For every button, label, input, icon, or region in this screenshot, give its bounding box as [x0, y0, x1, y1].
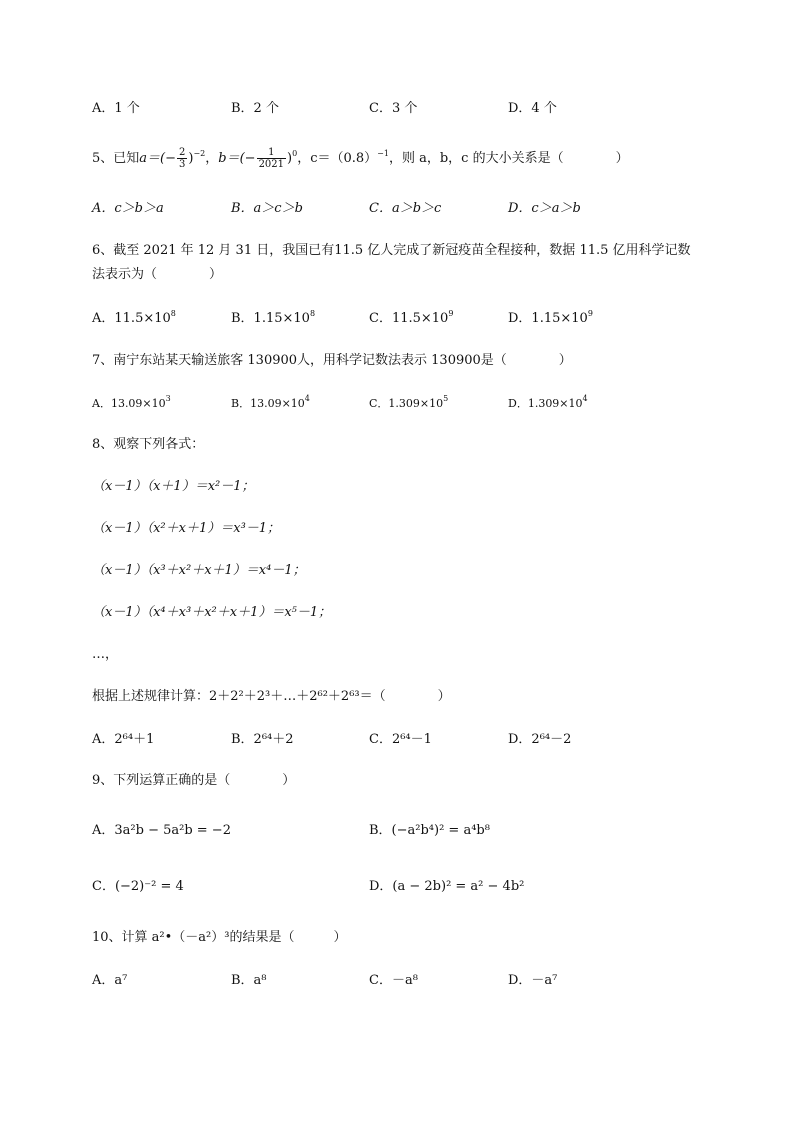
question-10: 10、计算 a²•（－a²）³的结果是（ ） — [92, 930, 347, 945]
question-5 — [92, 147, 629, 171]
q7-option-c-exp: 5 — [443, 394, 449, 403]
q5-c-exponent: −1 — [377, 149, 389, 158]
q7-option-b-label: B．13.09×10 — [231, 397, 305, 410]
q5-b-exponent: 0 — [292, 149, 298, 158]
q8-ellipsis: …， — [92, 647, 119, 662]
q8-option-d: D．2⁶⁴－2 — [508, 732, 572, 747]
q4-option-a: A．1 个 — [92, 101, 140, 116]
q7-option-c — [369, 395, 448, 413]
q7-option-d-exp: 4 — [582, 394, 588, 403]
q5-a-fraction — [177, 147, 187, 170]
q7-option-d-label: D．1.309×10 — [508, 397, 583, 410]
q5-b-numerator: 1 — [257, 147, 286, 159]
q6-option-d-label: D．1.15×10 — [508, 311, 588, 326]
q6-option-b-exp: 8 — [309, 309, 316, 318]
q8-option-c: C．2⁶⁴－1 — [369, 732, 432, 747]
q7-option-a — [92, 395, 171, 413]
q5-prefix: 5、已知 — [92, 151, 140, 166]
q5-option-c: C．a＞b＞c — [369, 201, 442, 216]
q6-option-d-exp: 9 — [587, 309, 593, 318]
q5-a-exponent: −2 — [193, 149, 206, 158]
q5-option-d: D．c＞a＞b — [508, 201, 581, 216]
q8-rule: 根据上述规律计算：2＋2²＋2³＋…＋2⁶²＋2⁶³＝（ ） — [92, 689, 451, 704]
question-9: 9、下列运算正确的是（ ） — [92, 773, 296, 788]
q10-option-a: A．a⁷ — [92, 973, 128, 988]
q6-option-c-label: C．11.5×10 — [369, 311, 449, 326]
q10-option-b: B．a⁸ — [231, 973, 267, 988]
q8-option-a: A．2⁶⁴＋1 — [92, 732, 155, 747]
q6-option-a-exp: 8 — [170, 309, 176, 318]
q5-a-denominator: 3 — [179, 159, 186, 170]
q5-b-lhs: b＝(− — [218, 151, 256, 166]
q7-option-b — [231, 395, 310, 413]
q9-option-b: B．(−a²b⁴)² = a⁴b⁸ — [369, 823, 490, 838]
q6-option-a-label: A．11.5×10 — [92, 311, 171, 326]
q6-option-c-exp: 9 — [448, 309, 454, 318]
q8-formula-2: （x－1）（x²＋x＋1）＝x³－1； — [92, 521, 281, 536]
q5-b-denominator: 2021 — [258, 159, 285, 170]
q10-option-d: D．－a⁷ — [508, 973, 558, 988]
q5-b-fraction — [257, 147, 286, 170]
question-6-line-2: 法表示为（ ） — [92, 267, 223, 282]
q6-option-a — [92, 310, 176, 328]
question-7: 7、南宁东站某天输送旅客 130900人，用科学记数法表示 130900是（ ） — [92, 353, 572, 368]
q7-option-a-label: A．13.09×10 — [92, 397, 166, 410]
q6-option-b-label: B．1.15×10 — [231, 311, 310, 326]
q5-c-part: ，c＝（0.8） — [297, 151, 378, 166]
question-6-line-1: 6、截至 2021 年 12 月 31 日，我国已有11.5 亿人完成了新冠疫苗全程接种，数据 11.5 亿用科学记数 — [92, 243, 691, 258]
q6-option-c — [369, 310, 453, 328]
q10-option-c: C．－a⁸ — [369, 973, 418, 988]
q4-option-b: B．2 个 — [231, 101, 279, 116]
q6-option-b — [231, 310, 315, 328]
q5-a-rhs: ) — [188, 151, 194, 166]
q5-option-b: B．a＞c＞b — [231, 201, 303, 216]
q5-a-numerator: 2 — [179, 147, 186, 158]
q7-option-a-exp: 3 — [165, 394, 171, 403]
q7-option-c-label: C．1.309×10 — [369, 397, 444, 410]
q9-option-a: A．3a²b − 5a²b = −2 — [92, 823, 231, 838]
question-8: 8、观察下列各式： — [92, 437, 205, 452]
q5-suffix: ，则 a，b，c 的大小关系是（ ） — [388, 151, 629, 166]
q8-formula-1: （x－1）（x＋1）＝x²－1； — [92, 479, 255, 494]
q9-option-d: D．(a − 2b)² = a² − 4b² — [369, 879, 525, 894]
q7-option-d — [508, 395, 588, 413]
q5-sep: ， — [205, 151, 219, 166]
q5-b-rhs: ) — [287, 151, 293, 166]
q8-formula-3: （x－1）（x³＋x²＋x＋1）＝x⁴－1； — [92, 563, 306, 578]
q5-a-lhs: a＝(− — [139, 151, 176, 166]
q8-option-b: B．2⁶⁴＋2 — [231, 732, 294, 747]
q4-option-d: D．4 个 — [508, 101, 557, 116]
q7-option-b-exp: 4 — [304, 394, 310, 403]
q5-option-a: A．c＞b＞a — [92, 201, 164, 216]
q4-option-c: C．3 个 — [369, 101, 418, 116]
q9-option-c: C．(−2)⁻² = 4 — [92, 879, 184, 894]
q8-formula-4: （x－1）（x⁴＋x³＋x²＋x＋1）＝x⁵－1； — [92, 605, 332, 620]
q6-option-d — [508, 310, 593, 328]
